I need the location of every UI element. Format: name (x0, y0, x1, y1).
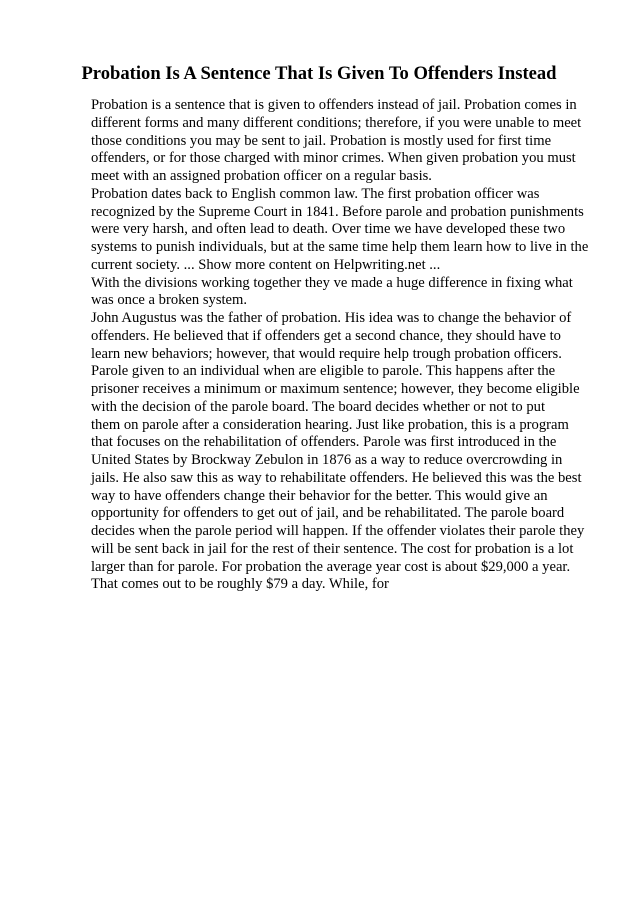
text-line: John Augustus was the father of probation. His idea was to change the behavior of (91, 310, 572, 326)
text-line: learn new behaviors; however, that would require help trough probation officers. (91, 345, 562, 362)
document-body (91, 97, 611, 594)
text-line: Probation is a sentence that is given to offenders instead of jail. Probation comes in (91, 97, 577, 113)
text-line: that focuses on the rehabilitation of offenders. Parole was first introduced in the (91, 434, 557, 451)
text-line: will be sent back in jail for the rest of their sentence. The cost for probation is a lot (91, 540, 574, 557)
text-line: different forms and many different conditions; therefore, if you were unable to meet (91, 114, 582, 131)
text-line: them on parole after a consideration hearing. Just like probation, this is a program (91, 416, 569, 433)
text-line: way to have offenders change their behavior for the better. This would give an (91, 487, 548, 504)
text-line: larger than for parole. For probation the average year cost is about $29,000 a year. (91, 558, 571, 575)
text-line: decides when the parole period will happen. If the offender violates their parole they (91, 523, 585, 539)
text-line: That comes out to be roughly $79 a day. While, for (91, 576, 389, 593)
text-line: systems to punish individuals, but at the same time help them learn how to live in the (91, 239, 589, 255)
text-line: Probation dates back to English common law. The first probation officer was (91, 185, 540, 202)
text-line: United States by Brockway Zebulon in 1876 as a way to reduce overcrowding in (91, 452, 563, 468)
text-line: offenders, or for those charged with minor crimes. When given probation you must (91, 150, 576, 167)
text-line: were very harsh, and often lead to death. Over time we have developed these two (91, 221, 566, 238)
text-line: jails. He also saw this as way to rehabilitate offenders. He believed this was the best (91, 469, 582, 486)
text-line: offenders. He believed that if offenders get a second chance, they should have to (91, 327, 561, 344)
text-line: meet with an assigned probation officer on a regular basis. (91, 168, 432, 184)
text-line: those conditions you may be sent to jail. Probation is mostly used for first time (91, 132, 552, 149)
text-line: current society. ... Show more content on Helpwriting.net ... (91, 256, 441, 273)
text-line: recognized by the Supreme Court in 1841. Before parole and probation punishments (91, 203, 584, 220)
text-line: was once a broken system. (91, 292, 248, 309)
text-line: Parole given to an individual when are eligible to parole. This happens after the (91, 363, 556, 380)
text-line: With the divisions working together they ve made a huge difference in fixing what (91, 274, 573, 291)
text-line: with the decision of the parole board. The board decides whether or not to put (91, 398, 546, 415)
page-title: Probation Is A Sentence That Is Given To Offenders Instead (81, 63, 557, 84)
text-line: prisoner receives a minimum or maximum sentence; however, they become eligible (91, 381, 580, 397)
text-line: opportunity for offenders to get out of jail, and be rehabilitated. The parole board (91, 505, 565, 522)
